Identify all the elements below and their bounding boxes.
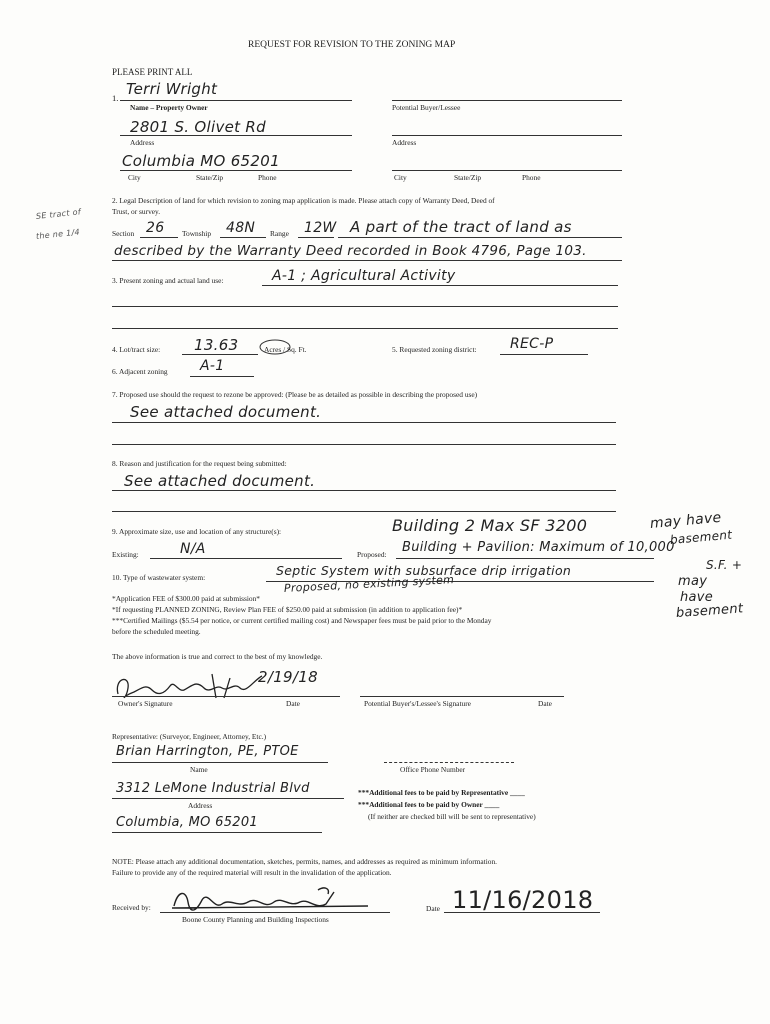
proposed-use-line-2 bbox=[112, 444, 616, 445]
present-zoning-line-1 bbox=[262, 285, 618, 286]
buyer-city-label: City bbox=[394, 173, 407, 182]
existing-line bbox=[150, 558, 342, 559]
reason-label: 8. Reason and justification for the request being submitted: bbox=[112, 459, 287, 468]
reason-line-1 bbox=[112, 490, 616, 491]
lot-size-line bbox=[182, 354, 258, 355]
legal-line-2 bbox=[112, 260, 622, 261]
owner-name-line bbox=[120, 100, 352, 101]
proposed-line bbox=[396, 558, 654, 559]
township-value[interactable]: 48N bbox=[226, 220, 256, 236]
owner-name-value[interactable]: Terri Wright bbox=[126, 80, 218, 98]
lot-size-label: 4. Lot/tract size: bbox=[112, 345, 161, 354]
fee-representative-checkbox[interactable]: ***Additional fees to be paid by Representative ____ bbox=[358, 788, 525, 797]
owner-signature-label: Owner's Signature bbox=[118, 699, 173, 708]
requested-zoning-value[interactable]: REC-P bbox=[510, 336, 554, 352]
structures-label: 9. Approximate size, use and location of any structure(s): bbox=[112, 527, 282, 536]
section-value[interactable]: 26 bbox=[146, 220, 165, 236]
fee-line-4: before the scheduled meeting. bbox=[112, 627, 201, 636]
representative-city-line bbox=[112, 832, 322, 833]
received-date-label: Date bbox=[426, 904, 440, 913]
buyer-state-label: State/Zip bbox=[454, 173, 482, 182]
present-zoning-label: 3. Present zoning and actual land use: bbox=[112, 276, 224, 285]
representative-name-label: Name bbox=[190, 765, 208, 774]
adjacent-zoning-value[interactable]: A-1 bbox=[200, 358, 225, 374]
office-phone-line bbox=[384, 762, 514, 763]
item-number-1: 1. bbox=[112, 93, 119, 103]
legal-description-value-2[interactable]: described by the Warranty Deed recorded in Book 4796, Page 103. bbox=[114, 243, 587, 259]
adjacent-zoning-line bbox=[190, 376, 254, 377]
buyer-signature-line bbox=[360, 696, 564, 697]
adjacent-zoning-label: 6. Adjacent zoning bbox=[112, 367, 168, 376]
owner-state-label: State/Zip bbox=[196, 173, 224, 182]
proposed-use-value[interactable]: See attached document. bbox=[130, 403, 322, 421]
note-line-2: Failure to provide any of the required material will result in the invalidation of the application. bbox=[112, 868, 392, 877]
structures-note-sf: S.F. + bbox=[706, 558, 743, 572]
fee-owner-checkbox[interactable]: ***Additional fees to be paid by Owner ____ bbox=[358, 800, 500, 809]
buyer-address-line bbox=[392, 135, 622, 136]
range-label: Range bbox=[270, 229, 289, 238]
margin-note-line-1: SE tract of bbox=[35, 207, 82, 221]
buyer-signature-label: Potential Buyer's/Lessee's Signature bbox=[364, 699, 471, 708]
present-zoning-line-3 bbox=[112, 328, 618, 329]
owner-city-value[interactable]: Columbia MO 65201 bbox=[122, 152, 280, 170]
representative-address-value[interactable]: 3312 LeMone Industrial Blvd bbox=[116, 781, 310, 796]
owner-address-value[interactable]: 2801 S. Olivet Rd bbox=[130, 118, 266, 136]
buyer-address-label: Address bbox=[392, 138, 417, 147]
note-line-1: NOTE: Please attach any additional documentation, sketches, permits, names, and addresses as required as minimum information. bbox=[112, 857, 498, 866]
wastewater-value-2[interactable]: Proposed, no existing system bbox=[283, 573, 455, 595]
present-zoning-value[interactable]: A-1 ; Agricultural Activity bbox=[272, 268, 456, 284]
structures-note-may-have: may have bbox=[649, 509, 723, 532]
received-by-label: Received by: bbox=[112, 903, 151, 912]
print-all-instruction: PLEASE PRINT ALL bbox=[112, 67, 193, 77]
received-date-value[interactable]: 11/16/2018 bbox=[452, 886, 594, 914]
owner-date-label: Date bbox=[286, 699, 300, 708]
lot-size-value[interactable]: 13.63 bbox=[194, 336, 239, 354]
reason-value[interactable]: See attached document. bbox=[124, 472, 316, 490]
legal-description-label-2: Trust, or survey. bbox=[112, 207, 161, 216]
representative-city-value[interactable]: Columbia, MO 65201 bbox=[116, 815, 258, 830]
owner-address-line bbox=[120, 135, 352, 136]
legal-description-value-1[interactable]: A part of the tract of land as bbox=[350, 218, 572, 236]
buyer-name-line bbox=[392, 100, 622, 101]
owner-signature-date[interactable]: 2/19/18 bbox=[258, 668, 318, 686]
proposed-use-line-1 bbox=[112, 422, 616, 423]
wastewater-value[interactable]: Septic System with subsurface drip irrigation bbox=[276, 563, 572, 578]
representative-address-line bbox=[112, 798, 344, 799]
owner-signature-line bbox=[112, 696, 340, 697]
owner-city-line bbox=[120, 170, 352, 171]
received-by-line bbox=[160, 912, 390, 913]
structures-note-basement: basement bbox=[669, 527, 733, 547]
certification-text: The above information is true and correct to the best of my knowledge. bbox=[112, 652, 323, 661]
structures-note-building-2[interactable]: Building 2 Max SF 3200 bbox=[392, 516, 588, 535]
received-by-department: Boone County Planning and Building Inspections bbox=[182, 915, 329, 924]
form-title: REQUEST FOR REVISION TO THE ZONING MAP bbox=[248, 40, 456, 50]
proposed-value[interactable]: Building + Pavilion: Maximum of 10,000 bbox=[402, 540, 675, 555]
acres-circle-mark bbox=[258, 339, 292, 355]
wastewater-label: 10. Type of wastewater system: bbox=[112, 573, 206, 582]
section-label: Section bbox=[112, 229, 135, 238]
buyer-city-line bbox=[392, 170, 622, 171]
structures-note-may: may bbox=[678, 574, 708, 589]
margin-note-line-2: the ne 1/4 bbox=[35, 227, 81, 241]
legal-line-1 bbox=[338, 237, 622, 238]
requested-zoning-line bbox=[500, 354, 588, 355]
fee-line-3: ***Certified Mailings ($5.54 per notice, or current certified mailing cost) and Newspaper fees must be paid prior to the Monday bbox=[112, 616, 492, 625]
representative-address-label: Address bbox=[188, 801, 213, 810]
legal-description-label: 2. Legal Description of land for which revision to zoning map application is made. Please attach copy of Warranty Deed, Deed of bbox=[112, 196, 495, 205]
lot-size-units: Acres / Sq. Ft. bbox=[264, 345, 307, 354]
reason-line-2 bbox=[112, 511, 616, 512]
range-line bbox=[298, 237, 334, 238]
buyer-name-label: Potential Buyer/Lessee bbox=[392, 103, 461, 112]
owner-address-label: Address bbox=[130, 138, 155, 147]
owner-city-label: City bbox=[128, 173, 141, 182]
existing-label: Existing: bbox=[112, 550, 139, 559]
owner-phone-label: Phone bbox=[258, 173, 277, 182]
buyer-phone-label: Phone bbox=[522, 173, 541, 182]
representative-label: Representative: (Surveyor, Engineer, Attorney, Etc.) bbox=[112, 732, 267, 741]
office-phone-label: Office Phone Number bbox=[400, 765, 466, 774]
buyer-date-label: Date bbox=[538, 699, 552, 708]
structures-note-have: have bbox=[680, 590, 714, 605]
existing-value[interactable]: N/A bbox=[180, 541, 206, 557]
owner-name-label: Name – Property Owner bbox=[130, 103, 208, 112]
structures-note-basement-2: basement bbox=[675, 601, 744, 621]
fee-billing-note: (If neither are checked bill will be sent to representative) bbox=[368, 812, 536, 821]
fee-line-1: *Application FEE of $300.00 paid at submission* bbox=[112, 594, 261, 603]
representative-name-line bbox=[112, 762, 328, 763]
present-zoning-line-2 bbox=[112, 306, 618, 307]
received-date-line bbox=[444, 912, 600, 913]
township-line bbox=[220, 237, 266, 238]
township-label: Township bbox=[182, 229, 212, 238]
section-line bbox=[140, 237, 178, 238]
proposed-label: Proposed: bbox=[357, 550, 387, 559]
fee-line-2: *If requesting PLANNED ZONING, Review Plan FEE of $250.00 paid at submission (in addition to application fee)* bbox=[112, 605, 463, 614]
range-value[interactable]: 12W bbox=[304, 220, 337, 236]
requested-zoning-label: 5. Requested zoning district: bbox=[392, 345, 477, 354]
representative-name-value[interactable]: Brian Harrington, PE, PTOE bbox=[116, 744, 299, 759]
proposed-use-label: 7. Proposed use should the request to rezone be approved: (Please be as detailed as possible in describing the proposed use) bbox=[112, 390, 478, 399]
